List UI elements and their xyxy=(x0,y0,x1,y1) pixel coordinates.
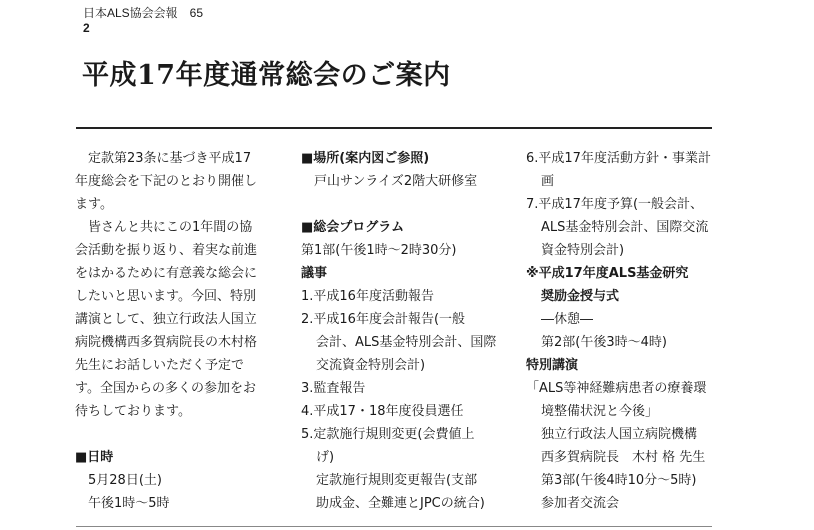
column-program-continued xyxy=(526,147,726,515)
title-divider xyxy=(76,127,712,129)
agenda-item: 交流資金特別会計) xyxy=(316,358,426,373)
agenda-item: 画 xyxy=(541,174,555,189)
intro-line: 講演として、独立行政法人国立 xyxy=(75,312,257,327)
date-line: 5月28日(土) xyxy=(88,473,162,488)
intro-line: 年度総会を下記のとおり開催し xyxy=(75,174,258,189)
spacer xyxy=(75,423,275,446)
page-number: 2 xyxy=(83,21,90,35)
intro-line: 待ちしております。 xyxy=(75,404,191,419)
page-header xyxy=(83,6,203,36)
place-heading: ■場所(案内図ご参照) xyxy=(301,151,430,166)
agenda-item: 定款施行規則変更報告(支部 xyxy=(316,473,478,488)
agenda-item: 6.平成17年度活動方針・事業計 xyxy=(526,151,711,166)
lecture-line: 境整備状況と今後」 xyxy=(541,404,659,419)
break-line: ―休憩― xyxy=(541,312,594,327)
agenda-item: 助成金、全難連とJPCの統合) xyxy=(316,496,485,511)
column-program xyxy=(301,147,501,515)
award-title: 奨励金授与式 xyxy=(541,289,620,304)
agenda-item: 2.平成16年度会計報告(一般 xyxy=(301,312,466,327)
column-intro xyxy=(75,147,275,515)
lecture-line: 独立行政法人国立病院機構 xyxy=(541,427,698,442)
award-title: ※平成17年度ALS基金研究 xyxy=(526,266,689,281)
agenda-list-continued xyxy=(526,147,726,262)
time-line: 午後1時～5時 xyxy=(88,496,170,511)
part1-line: 第1部(午後1時～2時30分) xyxy=(301,243,457,258)
program-heading: ■総会プログラム xyxy=(301,220,405,235)
intro-line: 定款第23条に基づき平成17 xyxy=(75,151,252,166)
intro-line: 先生にお話しいただく予定で xyxy=(75,358,245,373)
page-title: 平成17年度通常総会のご案内 xyxy=(82,60,451,91)
bottom-divider xyxy=(76,526,712,527)
agenda-item: 1.平成16年度活動報告 xyxy=(301,289,434,304)
agenda-item: 3.監査報告 xyxy=(301,381,366,396)
part3-line: 第3部(午後4時10分～5時) xyxy=(541,473,697,488)
intro-line: をはかるために有意義な総会に xyxy=(75,266,258,281)
social-line: 参加者交流会 xyxy=(541,496,620,511)
lecture-line: 「ALS等神経難病患者の療養環 xyxy=(526,381,707,396)
intro-line: 病院機構西多賀病院長の木村格 xyxy=(75,335,258,350)
date-heading: ■日時 xyxy=(75,450,114,465)
intro-line: したいと思います。今回、特別 xyxy=(75,289,256,304)
agenda-item: げ) xyxy=(316,450,335,465)
place-line: 戸山サンライズ2階大研修室 xyxy=(314,174,478,189)
publication-name: 日本ALS協会会報 65 xyxy=(83,6,204,20)
agenda-item: ALS基金特別会計、国際交流 xyxy=(541,220,709,235)
part2-line: 第2部(午後3時～4時) xyxy=(541,335,667,350)
lecture-heading: 特別講演 xyxy=(526,358,579,373)
intro-line: 会活動を振り返り、着実な前進 xyxy=(75,243,258,258)
agenda-heading: 議事 xyxy=(301,266,328,281)
agenda-item: 7.平成17年度予算(一般会計、 xyxy=(526,197,704,212)
intro-line: 皆さんと共にこの1年間の協 xyxy=(75,220,253,235)
intro-line: ます。 xyxy=(75,197,113,212)
lecture-line: 西多賀病院長 木村 格 先生 xyxy=(541,450,706,465)
agenda-list xyxy=(301,285,501,515)
spacer xyxy=(301,193,501,216)
agenda-item: 資金特別会計) xyxy=(541,243,625,258)
agenda-item: 4.平成17・18年度役員選任 xyxy=(301,404,464,419)
intro-line: す。全国からの多くの参加をお xyxy=(75,381,256,396)
agenda-item: 5.定款施行規則変更(会費値上 xyxy=(301,427,475,442)
agenda-item: 会計、ALS基金特別会計、国際 xyxy=(316,335,497,350)
